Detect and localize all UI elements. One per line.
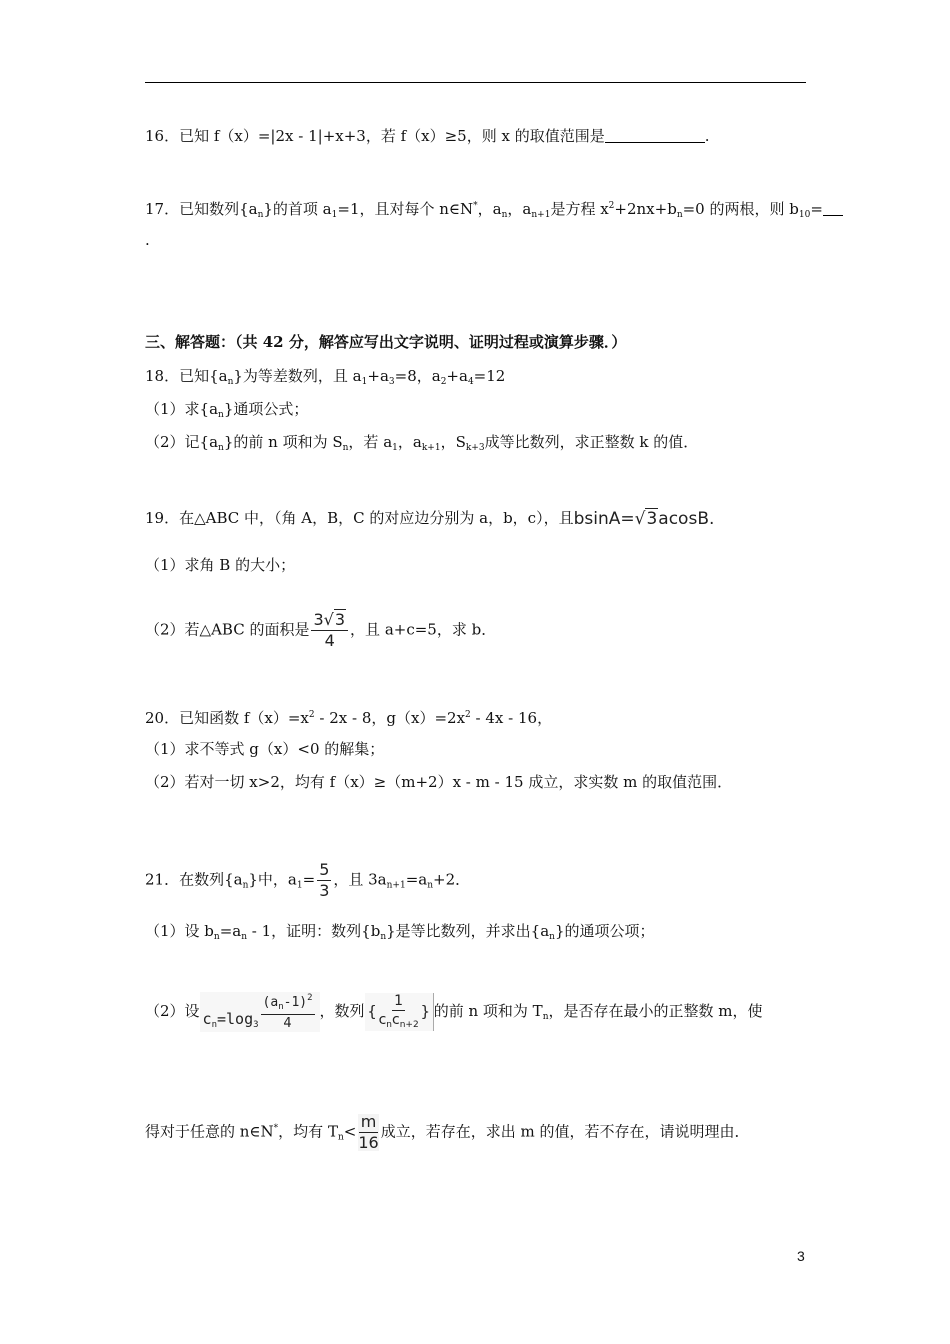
header-rule <box>145 82 806 83</box>
question-21: 21．在数列$\{a_n\}$中，$a_1=$ $\frac{5}{3}$ ，且 $3a_{n+1}=a_n+2$． <box>145 860 471 900</box>
question-17: 17．已知数列$\{a_n\}$的首项 $a_1=1$，且对每个 n∈N*，$a_n$，$a_{n+1}$是方程 $x^2+2nx+b_n=0$ 的两根，则 $b_{10}=$ <box>145 196 843 225</box>
q21-part-1: （1）设 $b_n=a_n - 1$，证明：数列$\{b_n\}$是等比数列，并求出$\{a_n\}$的通项公项； <box>145 922 655 942</box>
cn-log-formula: $c_n=\log_3$ $\frac{(a_n-1)^2}{4}$ <box>200 992 320 1032</box>
question-18: 18．已知$\{a_n\}$为等差数列，且 $a_1+a_3=8$，$a_2+a_4=12$ <box>145 367 506 387</box>
q18-part-1: （1）求$\{a_n\}$通项公式； <box>145 400 309 420</box>
q16-answer-blank <box>605 142 705 143</box>
sequence-formula: { $\frac{1}{c_nc_{n+2}}$ } <box>365 993 434 1031</box>
question-20: 20．已知函数 $f(x)=x^2 - 2x - 8$，$g(x)=2x^2 - 4x - 16$， <box>145 709 553 727</box>
section-heading: 三、解答题：（共 42 分，解答应写出文字说明、证明过程或演算步骤．） <box>145 333 627 351</box>
q20-part-2: （2）若对一切 x>2，均有 f（x）≥（m+2）x - m - 15 成立，求实数 m 的取值范围． <box>145 773 733 791</box>
q21-part-2-continuation: 得对于任意的 n∈N*，均有 $T_n<$ $\frac{m}{16}$ 成立，若存在，求出 m 的值，若不存在，请说明理由． <box>145 1112 750 1152</box>
q16-text: 16．已知 f（x）=|2x - 1|+x+3，若 f（x）≥5，则 x 的取值范围是 <box>145 127 605 145</box>
q19-part-1: （1）求角 B 的大小； <box>145 556 296 574</box>
q19-equation: bsinA=√3acosB. <box>573 509 715 529</box>
q18-part-2: （2）记$\{a_n\}$的前 n 项和为 $S_n$，若 $a_1$，$a_{k+1}$，$S_{k+3}$成等比数列，求正整数 k 的值． <box>145 433 699 453</box>
q16-tail: . <box>704 127 710 145</box>
q17-text: 17．已知数列{a <box>145 200 258 218</box>
sqrt-symbol: √3 <box>634 509 658 529</box>
question-19: 19．在△ABC 中，（角 A，B，C 的对应边分别为 a，b，c），且bsinA=√3acosB. <box>145 509 715 529</box>
q17-answer-blank <box>823 215 843 216</box>
q20-part-1: （1）求不等式 g（x）<0 的解集； <box>145 740 385 758</box>
q21-part-2: （2）设 $c_n=\log_3$ $\frac{(a_n-1)^2}{4}$ ，数列 { $\frac{1}{c_nc_{n+2}}$ } 的前 n 项和为 $T_n$，是否存在最小的正整数 m，使 <box>145 993 763 1031</box>
question-16 <box>145 126 710 146</box>
m-over-16-fraction: $\frac{m}{16}$ <box>358 1112 379 1152</box>
q19-part-2: （2）若△ABC 的面积是 $\frac{3√3}{4}$ ，且 a+c=5，求 b． <box>145 610 497 650</box>
page-number: 3 <box>797 1248 805 1264</box>
q19-area-fraction: $\frac{3√3}{4}$ <box>311 612 348 649</box>
q17-continuation: . <box>145 231 150 249</box>
q21-fraction: $\frac{5}{3}$ <box>319 860 330 900</box>
